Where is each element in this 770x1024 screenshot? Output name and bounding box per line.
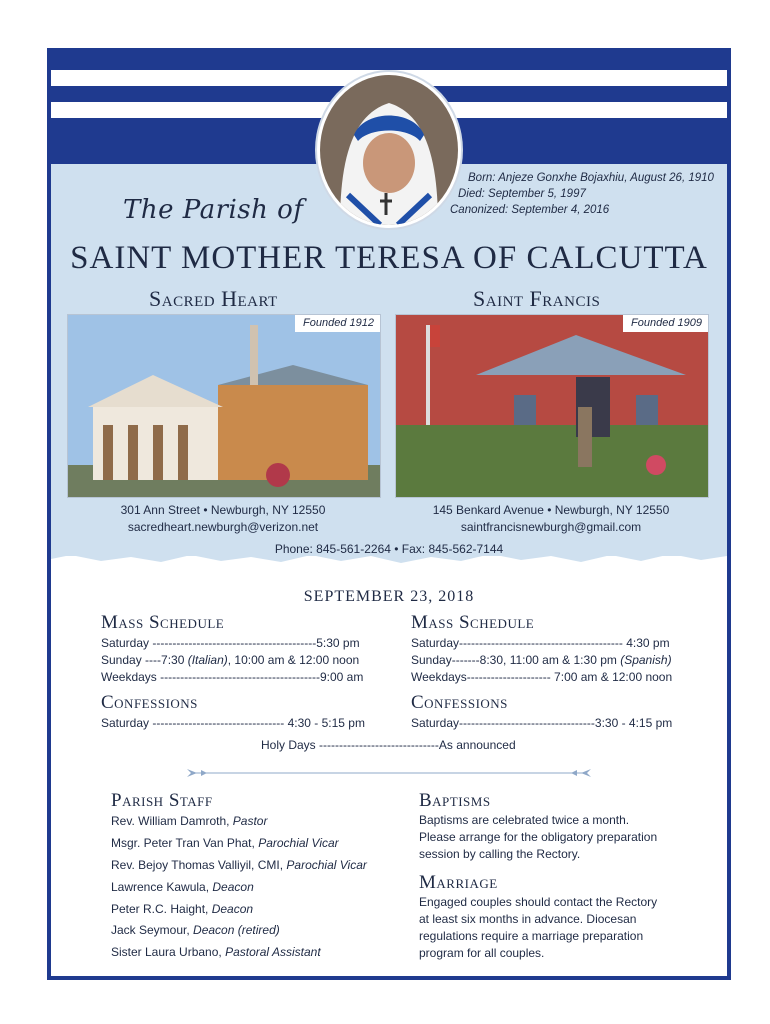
staff-role: Deacon	[211, 902, 254, 916]
baptisms-line: session by calling the Rectory.	[419, 847, 581, 861]
mass-left-sunday-lang: (Italian)	[187, 653, 228, 667]
baptisms-heading: Baptisms	[419, 790, 491, 811]
mass-right-weekdays: Weekdays--------------------- 7:00 am & 12:00 noon	[411, 670, 673, 684]
mass-left-weekdays: Weekdays ----------------------------------------9:00 am	[101, 670, 364, 684]
staff-role: Pastoral Assistant	[225, 945, 321, 959]
staff-member	[111, 902, 253, 916]
confessions-heading-left: Confessions	[101, 692, 198, 713]
saint-francis-name: Saint Francis	[473, 286, 601, 311]
mass-left-sunday	[101, 653, 359, 667]
marriage-line: Engaged couples should contact the Rectory	[419, 895, 658, 909]
mass-left-sunday-pre: Sunday ----7:30	[101, 653, 188, 667]
mother-teresa-portrait	[317, 72, 461, 228]
mass-schedule-heading-left: Mass Schedule	[101, 612, 225, 633]
bulletin-date: SEPTEMBER 23, 2018	[303, 588, 475, 605]
staff-name: Jack Seymour,	[111, 923, 194, 937]
saint-francis-email[interactable]: saintfrancisnewburgh@gmail.com	[460, 520, 642, 534]
saint-francis-photo	[395, 314, 709, 498]
mass-right-saturday: Saturday----------------------------------------- 4:30 pm	[411, 636, 670, 650]
staff-member	[111, 945, 321, 959]
biography	[446, 170, 716, 218]
marriage-line: regulations require a marriage preparation	[419, 929, 644, 943]
mass-right-sunday	[411, 653, 672, 667]
saint-francis-contact	[395, 502, 707, 536]
baptisms-line: Baptisms are celebrated twice a month.	[419, 813, 630, 827]
canonized-line: Canonized: September 4, 2016	[450, 204, 610, 216]
script-title: The Parish of	[123, 195, 304, 225]
died-line: Died: September 5, 1997	[458, 188, 586, 200]
parish-staff-heading: Parish Staff	[111, 790, 213, 811]
mass-left-saturday: Saturday -----------------------------------------5:30 pm	[101, 636, 360, 650]
sacred-heart-address: 301 Ann Street • Newburgh, NY 12550	[120, 503, 326, 517]
confessions-right-saturday: Saturday----------------------------------3:30 - 4:15 pm	[411, 716, 673, 730]
bulletin-frame	[47, 48, 731, 980]
saint-francis-address: 145 Benkard Avenue • Newburgh, NY 12550	[432, 503, 670, 517]
staff-name: Sister Laura Urbano,	[111, 945, 226, 959]
sacred-heart-photo	[67, 314, 381, 498]
staff-member	[111, 814, 267, 828]
sacred-heart-email[interactable]: sacredheart.newburgh@verizon.net	[127, 520, 319, 534]
saint-francis-founded: Founded 1909	[623, 315, 708, 332]
marriage-text	[419, 894, 699, 962]
staff-member	[111, 880, 254, 894]
sacred-heart-contact	[67, 502, 379, 536]
sacred-heart-name: Sacred Heart	[149, 286, 278, 311]
mass-schedule-heading-right: Mass Schedule	[411, 612, 535, 633]
baptisms-text	[419, 812, 699, 863]
staff-role: Deacon	[212, 880, 254, 894]
parish-title: SAINT MOTHER TERESA OF CALCUTTA	[70, 240, 708, 276]
phone-fax: Phone: 845-561-2264 • Fax: 845-562-7144	[274, 542, 504, 556]
baptisms-line: Please arrange for the obligatory preparation	[419, 830, 658, 844]
staff-role: Deacon (retired)	[193, 923, 280, 937]
staff-name: Lawrence Kawula,	[111, 880, 213, 894]
mass-right-sunday-lang: (Spanish)	[620, 653, 672, 667]
staff-member	[111, 858, 367, 872]
staff-member	[111, 836, 339, 850]
ornamental-divider	[187, 768, 591, 778]
marriage-heading: Marriage	[419, 872, 498, 893]
marriage-line: program for all couples.	[419, 946, 545, 960]
staff-role: Parochial Vicar	[258, 836, 339, 850]
confessions-heading-right: Confessions	[411, 692, 508, 713]
staff-name: Rev. William Damroth,	[111, 814, 233, 828]
mass-left-sunday-post: , 10:00 am & 12:00 noon	[227, 653, 360, 667]
staff-role: Pastor	[232, 814, 268, 828]
sacred-heart-founded: Founded 1912	[295, 315, 380, 332]
staff-member	[111, 923, 280, 937]
marriage-line: at least six months in advance. Diocesan	[419, 912, 637, 926]
born-line: Born: Anjeze Gonxhe Bojaxhiu, August 26, 1910	[468, 172, 714, 184]
staff-role: Parochial Vicar	[286, 858, 367, 872]
staff-name: Msgr. Peter Tran Van Phat,	[111, 836, 259, 850]
mass-right-sunday-pre: Sunday-------8:30, 11:00 am & 1:30 pm	[411, 653, 621, 667]
confessions-left-saturday: Saturday --------------------------------- 4:30 - 5:15 pm	[101, 716, 365, 730]
staff-name: Peter R.C. Haight,	[111, 902, 212, 916]
holy-days: Holy Days ------------------------------As announced	[261, 738, 516, 752]
staff-name: Rev. Bejoy Thomas Valliyil, CMI,	[111, 858, 287, 872]
